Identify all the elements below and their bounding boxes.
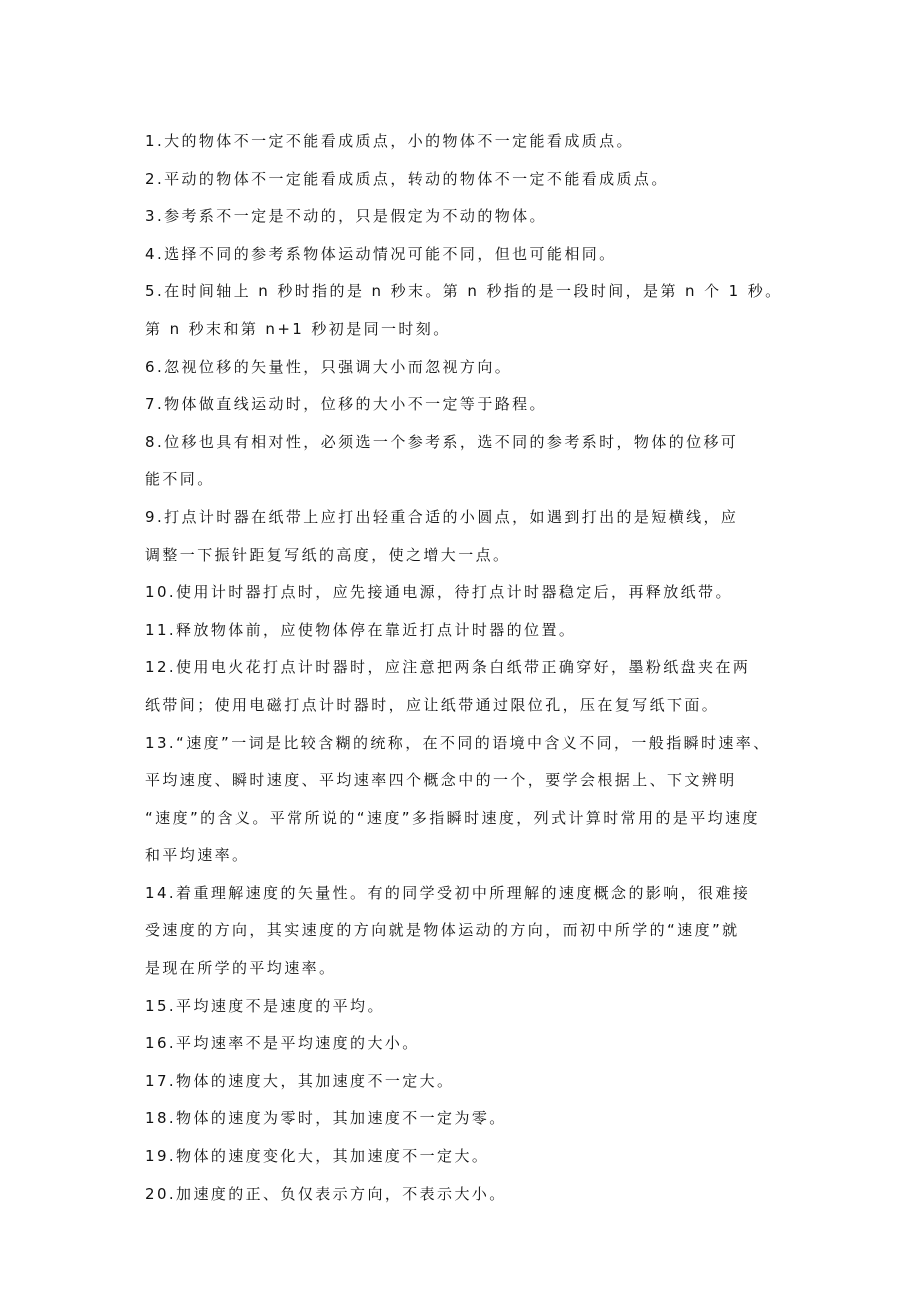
note-item-10 [145, 574, 785, 612]
text-line: 调整一下振针距复写纸的高度，使之增大一点。 [145, 545, 511, 564]
text-line: 7.物体做直线运动时，位移的大小不一定等于路程。 [145, 395, 547, 414]
text-line: 5.在时间轴上 n 秒时指的是 n 秒末。第 n 秒指的是一段时间，是第 n 个 1 秒。 [145, 282, 783, 301]
text-line: 11.释放物体前，应使物体停在靠近打点计时器的位置。 [145, 620, 577, 639]
note-item-18 [145, 1100, 785, 1138]
text-line: 10.使用计时器打点时，应先接通电源，待打点计时器稳定后，再释放纸带。 [145, 583, 733, 602]
note-item-4 [145, 236, 785, 274]
note-item-13 [145, 725, 785, 875]
text-line: 14.着重理解速度的矢量性。有的同学受初中所理解的速度概念的影响，很难接 [145, 883, 751, 902]
text-line: 20.加速度的正、负仅表示方向，不表示大小。 [145, 1184, 507, 1203]
note-item-6 [145, 349, 785, 387]
text-line: 17.物体的速度大，其加速度不一定大。 [145, 1071, 455, 1090]
note-item-12 [145, 649, 785, 724]
note-item-2 [145, 161, 785, 199]
note-item-3 [145, 198, 785, 236]
note-item-1 [145, 123, 785, 161]
text-line: 和平均速率。 [145, 846, 250, 865]
text-line: 是现在所学的平均速率。 [145, 959, 337, 978]
document-body [145, 123, 785, 1213]
text-line: 8.位移也具有相对性，必须选一个参考系，选不同的参考系时，物体的位移可 [145, 432, 739, 451]
text-line: “速度”的含义。平常所说的“速度”多指瞬时速度，列式计算时常用的是平均速度 [145, 808, 760, 827]
text-line: 12.使用电火花打点计时器时，应注意把两条白纸带正确穿好，墨粉纸盘夹在两 [145, 658, 751, 677]
text-line: 6.忽视位移的矢量性，只强调大小而忽视方向。 [145, 357, 513, 376]
text-line: 4.选择不同的参考系物体运动情况可能不同，但也可能相同。 [145, 244, 617, 263]
note-item-7 [145, 386, 785, 424]
note-item-19 [145, 1138, 785, 1176]
text-line: 18.物体的速度为零时，其加速度不一定为零。 [145, 1109, 507, 1128]
text-line: 9.打点计时器在纸带上应打出轻重合适的小圆点，如遇到打出的是短横线，应 [145, 507, 739, 526]
note-item-5 [145, 273, 785, 348]
note-item-14 [145, 875, 785, 988]
text-line: 能不同。 [145, 470, 215, 489]
text-line: 19.物体的速度变化大，其加速度不一定大。 [145, 1147, 490, 1166]
text-line: 15.平均速度不是速度的平均。 [145, 996, 385, 1015]
text-line: 16.平均速率不是平均速度的大小。 [145, 1034, 420, 1053]
note-item-11 [145, 612, 785, 650]
text-line: 纸带间；使用电磁打点计时器时，应让纸带通过限位孔，压在复写纸下面。 [145, 695, 720, 714]
note-item-20 [145, 1176, 785, 1214]
note-item-8 [145, 424, 785, 499]
note-item-16 [145, 1025, 785, 1063]
text-line: 受速度的方向，其实速度的方向就是物体运动的方向，而初中所学的“速度”就 [145, 921, 740, 940]
text-line: 平均速度、瞬时速度、平均速率四个概念中的一个，要学会根据上、下文辨明 [145, 771, 737, 790]
note-item-15 [145, 988, 785, 1026]
note-item-17 [145, 1063, 785, 1101]
text-line: 1.大的物体不一定不能看成质点，小的物体不一定能看成质点。 [145, 132, 634, 150]
note-item-9 [145, 499, 785, 574]
text-line: 第 n 秒末和第 n+1 秒初是同一时刻。 [145, 319, 451, 338]
text-line: 3.参考系不一定是不动的，只是假定为不动的物体。 [145, 207, 547, 226]
text-line: 13.“速度”一词是比较含糊的统称，在不同的语境中含义不同，一般指瞬时速率、 [145, 733, 771, 752]
text-line: 2.平动的物体不一定能看成质点，转动的物体不一定不能看成质点。 [145, 169, 669, 188]
